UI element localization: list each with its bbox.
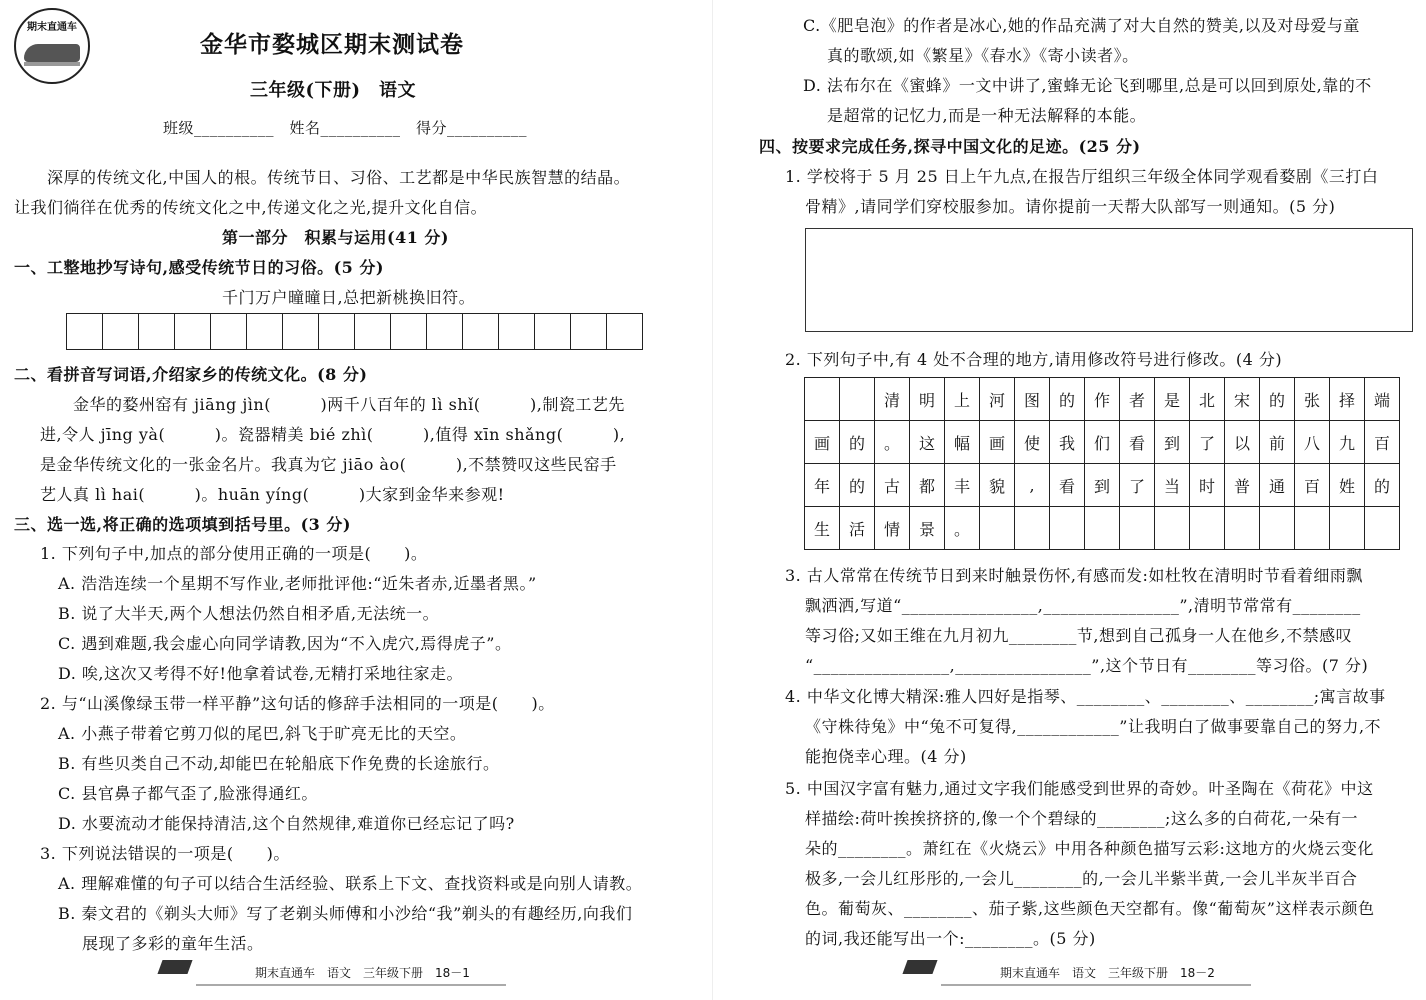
grid-cell: 清 <box>875 378 910 421</box>
grid-cell: 古 <box>875 464 910 507</box>
right-page <box>735 0 1426 1000</box>
grid-cell: 了 <box>1120 464 1155 507</box>
q3-option: C. 遇到难题,我会虚心向同学请教,因为“不入虎穴,焉得虎子”。 <box>58 634 512 653</box>
grid-cell: 的 <box>840 421 875 464</box>
grid-cell: 使 <box>1015 421 1050 464</box>
grid-cell[interactable] <box>319 314 355 350</box>
grid-cell: 们 <box>1085 421 1120 464</box>
grid-cell[interactable] <box>247 314 283 350</box>
grid-cell: 端 <box>1365 378 1400 421</box>
grid-cell: 年 <box>805 464 840 507</box>
q3-option: B. 有些贝类自己不动,却能巴在轮船底下作免费的长途旅行。 <box>58 754 500 773</box>
q4-2-line: 2. 下列句子中,有 4 处不合理的地方,请用修改符号进行修改。(4 分) <box>785 350 1283 369</box>
grid-row <box>805 378 1400 421</box>
q1-title: 一、工整地抄写诗句,感受传统节日的习俗。(5 分) <box>14 258 384 277</box>
q4-4-line: 《守株待兔》中“兔不可复得,____________”让我明白了做事要靠自己的努力,不 <box>805 717 1382 736</box>
q3-option: D. 唉,这次又考得不好!他拿着试卷,无精打采地往家走。 <box>58 664 464 683</box>
q4-5-line: 色。葡萄灰、________、茄子紫,这些颜色天空都有。像“葡萄灰”这样表示颜色 <box>805 899 1375 918</box>
q4-5-line: 样描绘:荷叶挨挨挤挤的,像一个个碧绿的________;这么多的白荷花,一朵有一 <box>805 809 1358 828</box>
q4-5-line: 极多,一会儿红彤彤的,一会儿________的,一会儿半紫半黄,一会儿半灰半百合 <box>805 869 1358 888</box>
option-line: 真的歌颂,如《繁星》《春水》《寄小读者》。 <box>827 46 1139 65</box>
option-line: D. 法布尔在《蜜蜂》一文中讲了,蜜蜂无论飞到哪里,总是可以回到原处,靠的不 <box>803 76 1372 95</box>
grid-cell[interactable] <box>211 314 247 350</box>
q4-5-line: 的词,我还能写出一个:________。(5 分) <box>805 929 1096 948</box>
grid-cell: 都 <box>910 464 945 507</box>
q4-5-line: 朵的________。萧红在《火烧云》中用各种颜色描写云彩:这地方的火烧云变化 <box>805 839 1374 858</box>
grid-cell: 生 <box>805 507 840 550</box>
grid-cell: 情 <box>875 507 910 550</box>
copy-grid[interactable] <box>66 313 643 350</box>
q3-option: C. 县官鼻子都气歪了,脸涨得通红。 <box>58 784 318 803</box>
q3-line: 1. 下列句子中,加点的部分使用正确的一项是( )。 <box>40 544 428 563</box>
grid-cell: 前 <box>1260 421 1295 464</box>
grid-cell: 了 <box>1190 421 1225 464</box>
grid-cell: 我 <box>1050 421 1085 464</box>
q4-1-line: 骨精》,请同学们穿校服参加。请你提前一天帮大队部写一则通知。(5 分) <box>805 197 1336 216</box>
grid-cell: 者 <box>1120 378 1155 421</box>
grid-cell: 活 <box>840 507 875 550</box>
grid-cell <box>1365 507 1400 550</box>
logo-text: 期末直通车 <box>27 22 77 33</box>
q4-3-line: 等习俗;又如王维在九月初九________节,想到自己孤身一人在他乡,不禁感叹 <box>805 626 1353 645</box>
grid-cell: , <box>1015 464 1050 507</box>
grid-cell: 。 <box>875 421 910 464</box>
grid-cell: 上 <box>945 378 980 421</box>
grid-cell[interactable] <box>571 314 607 350</box>
grid-cell: 的 <box>1050 378 1085 421</box>
q2-line: 金华的婺州窑有 jiāng jìn( )两千八百年的 lì shǐ( ),制瓷工艺先 <box>40 395 625 414</box>
footer <box>905 958 1285 988</box>
grid-cell <box>840 378 875 421</box>
grid-cell[interactable] <box>463 314 499 350</box>
grid-cell: 八 <box>1295 421 1330 464</box>
q3-option: 展现了多彩的童年生活。 <box>82 934 264 953</box>
grid-cell[interactable] <box>391 314 427 350</box>
footer-text: 期末直通车 语文 三年级下册 18－1 <box>255 966 470 980</box>
grid-cell: 景 <box>910 507 945 550</box>
q4-3-line: “________________,________________”,这个节日有________等习俗。(7 分) <box>805 656 1369 675</box>
grid-cell: 九 <box>1330 421 1365 464</box>
q4-3-line: 3. 古人常常在传统节日到来时触景伤怀,有感而发:如杜牧在清明时节看着细雨飘 <box>785 566 1363 585</box>
grid-cell: 百 <box>1295 464 1330 507</box>
q2-title: 二、看拼音写词语,介绍家乡的传统文化。(8 分) <box>14 365 368 384</box>
intro-line: 让我们徜徉在优秀的传统文化之中,传递文化之光,提升文化自信。 <box>14 198 488 217</box>
grid-cell <box>980 507 1015 550</box>
footer <box>160 958 540 988</box>
graduation-cap-icon <box>902 960 937 974</box>
grid-cell: 择 <box>1330 378 1365 421</box>
grid-row <box>805 507 1400 550</box>
grid-cell: 作 <box>1085 378 1120 421</box>
notice-answer-box[interactable] <box>805 228 1413 332</box>
left-page <box>0 0 690 1000</box>
grid-cell: 图 <box>1015 378 1050 421</box>
grid-cell: 普 <box>1225 464 1260 507</box>
graduation-cap-icon <box>157 960 192 974</box>
grid-cell: 通 <box>1260 464 1295 507</box>
grid-row <box>805 421 1400 464</box>
grid-cell[interactable] <box>139 314 175 350</box>
grid-cell: 画 <box>805 421 840 464</box>
correction-grid <box>804 377 1400 550</box>
grid-cell[interactable] <box>67 314 103 350</box>
footer-text: 期末直通车 语文 三年级下册 18－2 <box>1000 966 1215 980</box>
intro-line: 深厚的传统文化,中国人的根。传统节日、习俗、工艺都是中华民族智慧的结晶。 <box>14 168 631 187</box>
grid-cell <box>1225 507 1260 550</box>
grid-cell: 张 <box>1295 378 1330 421</box>
q4-4-line: 4. 中华文化博大精深:雅人四好是指琴、________、________、________;寓言故事 <box>785 687 1386 706</box>
logo <box>14 8 90 84</box>
grid-cell[interactable] <box>355 314 391 350</box>
q4-title: 四、按要求完成任务,探寻中国文化的足迹。(25 分) <box>759 137 1141 156</box>
grid-cell: 是 <box>1155 378 1190 421</box>
grid-cell: 姓 <box>1330 464 1365 507</box>
grid-cell: 看 <box>1050 464 1085 507</box>
q4-4-line: 能抱侥幸心理。(4 分) <box>805 747 967 766</box>
q3-option: D. 水要流动才能保持清洁,这个自然规律,难道你已经忘记了吗? <box>58 814 515 833</box>
grid-cell: 。 <box>945 507 980 550</box>
option-line: 是超常的记忆力,而是一种无法解释的本能。 <box>827 106 1147 125</box>
q3-option: A. 小燕子带着它剪刀似的尾巴,斜飞于旷亮无比的天空。 <box>58 724 467 743</box>
grid-cell <box>1260 507 1295 550</box>
grid-cell: 的 <box>840 464 875 507</box>
grid-cell[interactable] <box>427 314 463 350</box>
grid-cell <box>1015 507 1050 550</box>
grid-cell: 貌 <box>980 464 1015 507</box>
page-divider <box>712 0 713 1000</box>
q2-line: 艺人真 lì hai( )。huān yíng( )大家到金华来参观! <box>40 485 505 504</box>
q3-option: B. 秦文君的《剃头大师》写了老剃头师傅和小沙给“我”剃头的有趣经历,向我们 <box>58 904 633 923</box>
q4-3-line: 飘洒洒,写道“________________,________________”,清明节常常有________ <box>805 596 1361 615</box>
grid-cell: 这 <box>910 421 945 464</box>
logo-stripe <box>24 62 80 66</box>
grid-cell <box>1050 507 1085 550</box>
grid-cell: 当 <box>1155 464 1190 507</box>
grid-cell[interactable] <box>535 314 571 350</box>
grid-cell <box>1085 507 1120 550</box>
grid-cell[interactable] <box>175 314 211 350</box>
q4-1-line: 1. 学校将于 5 月 25 日上午九点,在报告厅组织三年级全体同学观看婺剧《三打白 <box>785 167 1379 186</box>
grid-cell: 河 <box>980 378 1015 421</box>
info-line: 班级__________ 姓名__________ 得分__________ <box>163 119 528 137</box>
grid-cell[interactable] <box>499 314 535 350</box>
grid-cell[interactable] <box>607 314 643 350</box>
q1-poem: 千门万户曈曈日,总把新桃换旧符。 <box>222 288 476 307</box>
exam-title: 金华市婺城区期末测试卷 <box>200 31 464 58</box>
grid-cell[interactable] <box>103 314 139 350</box>
q3-option: B. 说了大半天,两个人想法仍然自相矛盾,无法统一。 <box>58 604 440 623</box>
grid-cell <box>1295 507 1330 550</box>
grid-cell: 百 <box>1365 421 1400 464</box>
grid-cell <box>1190 507 1225 550</box>
grid-cell: 看 <box>1120 421 1155 464</box>
grid-cell: 明 <box>910 378 945 421</box>
grid-cell <box>805 378 840 421</box>
grid-cell[interactable] <box>283 314 319 350</box>
grid-cell: 的 <box>1365 464 1400 507</box>
grid-cell: 幅 <box>945 421 980 464</box>
q3-option: A. 浩浩连续一个星期不写作业,老师批评他:“近朱者赤,近墨者黑。” <box>58 574 537 593</box>
grid-cell: 画 <box>980 421 1015 464</box>
part1-title: 第一部分 积累与运用(41 分) <box>222 228 449 247</box>
grid-cell: 到 <box>1085 464 1120 507</box>
q2-line: 是金华传统文化的一张金名片。我真为它 jiāo ào( ),不禁赞叹这些民窑手 <box>40 455 617 474</box>
q3-option: A. 理解难懂的句子可以结合生活经验、联系上下文、查找资料或是向别人请教。 <box>58 874 643 893</box>
train-icon <box>24 44 80 62</box>
exam-subtitle: 三年级(下册) 语文 <box>250 80 417 101</box>
q3-line: 2. 与“山溪像绿玉带一样平静”这句话的修辞手法相同的一项是( )。 <box>40 694 555 713</box>
grid-cell: 宋 <box>1225 378 1260 421</box>
footer-bar <box>941 984 1251 986</box>
q3-line: 3. 下列说法错误的一项是( )。 <box>40 844 290 863</box>
option-line: C.《肥皂泡》的作者是冰心,她的作品充满了对大自然的赞美,以及对母爱与童 <box>803 16 1360 35</box>
grid-row <box>805 464 1400 507</box>
grid-cell <box>1155 507 1190 550</box>
q3-title: 三、选一选,将正确的选项填到括号里。(3 分) <box>14 515 351 534</box>
grid-cell: 北 <box>1190 378 1225 421</box>
grid-cell: 丰 <box>945 464 980 507</box>
q2-line: 进,令人 jīng yà( )。瓷器精美 bié zhì( ),值得 xīn shǎng( ), <box>40 425 626 444</box>
grid-cell: 时 <box>1190 464 1225 507</box>
q4-5-line: 5. 中国汉字富有魅力,通过文字我们能感受到世界的奇妙。叶圣陶在《荷花》中这 <box>785 779 1374 798</box>
grid-cell <box>1120 507 1155 550</box>
footer-bar <box>196 984 506 986</box>
grid-cell <box>1330 507 1365 550</box>
grid-cell: 到 <box>1155 421 1190 464</box>
grid-cell: 的 <box>1260 378 1295 421</box>
grid-cell: 以 <box>1225 421 1260 464</box>
